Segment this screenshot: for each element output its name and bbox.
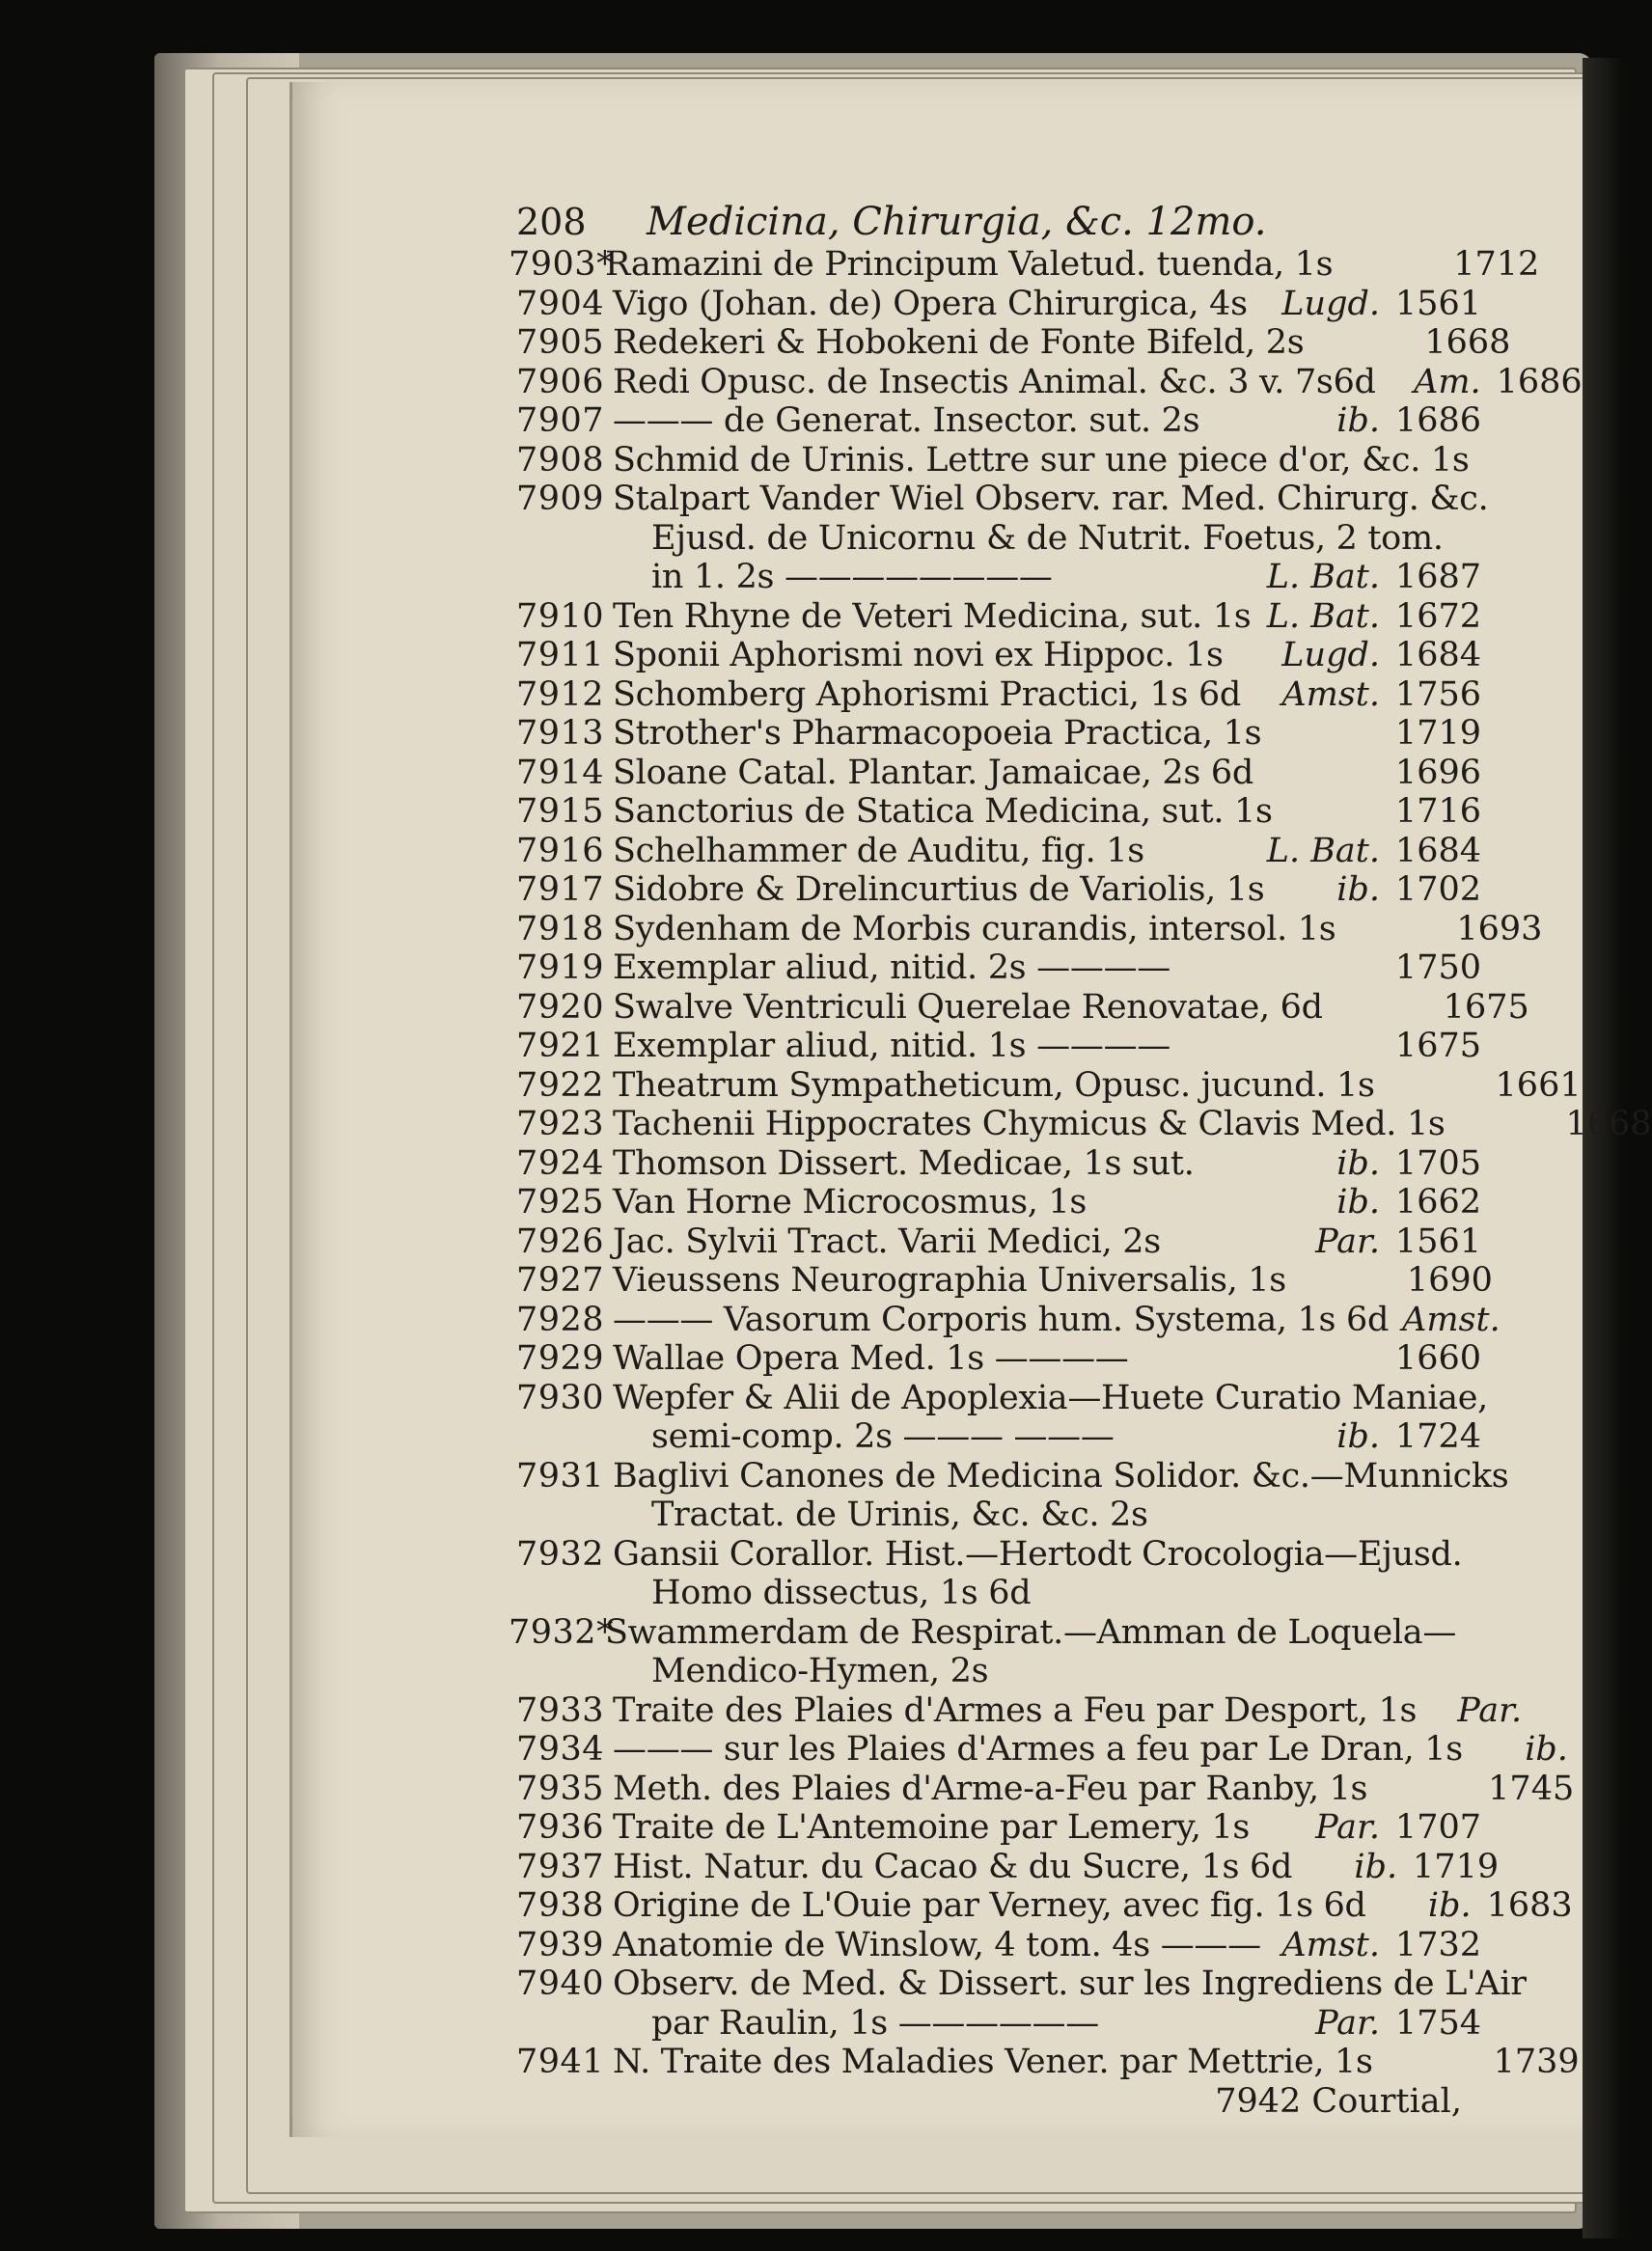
entry-place: Am. xyxy=(1414,362,1481,401)
entry-title: par Raulin, 1s —————— xyxy=(651,2003,1099,2043)
catalogue-entry xyxy=(516,1690,1523,1731)
lot-number: 7911 xyxy=(516,636,605,674)
catalogue-entry xyxy=(516,754,1481,793)
entry-place: L. Bat. xyxy=(1266,558,1380,596)
entry-title: Jac. Sylvii Tract. Varii Medici, 2s xyxy=(613,1222,1161,1261)
lot-number: 7914 xyxy=(516,753,605,792)
lot-number: 7908 xyxy=(516,440,605,480)
entry-title: Anatomie de Winslow, 4 tom. 4s ——— xyxy=(613,1925,1261,1964)
entry-title: Sponii Aphorismi novi ex Hippoc. 1s xyxy=(613,636,1224,674)
entry-year: 1696 xyxy=(1394,753,1481,792)
entry-title: Tachenii Hippocrates Chymicus & Clavis Med. 1s xyxy=(613,1105,1446,1143)
entry-title: Observ. de Med. & Dissert. sur les Ingrediens de L'Air xyxy=(613,1964,1527,2003)
entry-title: Redi Opusc. de Insectis Animal. &c. 3 v. 7s6d xyxy=(613,362,1376,401)
entry-year: 1754 xyxy=(1394,2003,1481,2043)
catalogue-entry xyxy=(516,597,1481,637)
entry-year: 1683 xyxy=(1486,1886,1573,1925)
catalogue-entry xyxy=(516,675,1481,715)
entry-place: Amst. xyxy=(1281,674,1380,714)
catalogue-entry xyxy=(516,480,1489,519)
catalogue-entry xyxy=(516,1105,1652,1144)
entry-title: Sydenham de Morbis curandis, intersol. 1s xyxy=(613,909,1336,948)
entry-place: ib. xyxy=(1336,1417,1380,1456)
catalogue-entry xyxy=(516,1847,1500,1887)
catalogue-entry xyxy=(516,1183,1481,1222)
catalogue-entry xyxy=(516,714,1481,754)
entry-title: Ten Rhyne de Veteri Medicina, sut. 1s xyxy=(613,596,1252,636)
entry-title: Traite des Plaies d'Armes a Feu par Desport, 1s xyxy=(613,1690,1418,1730)
catalogue-entry xyxy=(516,1926,1481,1965)
lot-number: 7936 xyxy=(516,1808,605,1847)
lot-number: 7928 xyxy=(516,1300,605,1339)
catalogue-entry xyxy=(516,1065,1582,1106)
entry-year: 1732 xyxy=(1394,1925,1481,1964)
lot-number: 7927 xyxy=(516,1261,605,1300)
lot-number: 7932* xyxy=(509,1612,615,1652)
lot-number: 7917 xyxy=(516,870,605,909)
entry-title: semi-comp. 2s ——— ——— xyxy=(651,1417,1115,1456)
entry-title: Ramazini de Principum Valetud. tuenda, 1s xyxy=(605,245,1334,284)
page-number: 208 xyxy=(516,201,587,243)
entry-title: Wepfer & Alii de Apoplexia—Huete Curatio Maniae, xyxy=(613,1378,1488,1417)
running-head xyxy=(516,200,1481,245)
catalogue-entry xyxy=(516,1300,1501,1340)
entry-year: 1719 xyxy=(1394,714,1481,753)
catalogue-entries xyxy=(509,245,1652,2082)
page-text xyxy=(509,200,1652,2121)
entry-year: 1693 xyxy=(1456,909,1543,948)
catalogue-entry xyxy=(516,1769,1575,1809)
entry-place: ib. xyxy=(1336,870,1380,909)
entry-continuation xyxy=(516,1417,1481,1457)
entry-title: Exemplar aliud, nitid. 1s ———— xyxy=(613,1027,1170,1065)
entry-year: 1716 xyxy=(1394,792,1481,831)
lot-number: 7905 xyxy=(516,323,605,362)
entry-place: Par. xyxy=(1315,1808,1380,1847)
entry-year: 1687 xyxy=(1394,558,1481,596)
lot-number: 7923 xyxy=(516,1105,605,1143)
entry-title: Thomson Dissert. Medicae, 1s sut. xyxy=(613,1143,1195,1183)
entry-title: Homo dissectus, 1s 6d xyxy=(651,1574,1032,1612)
entry-year: 1745 xyxy=(1488,1769,1575,1808)
lot-number: 7931 xyxy=(516,1456,605,1496)
entry-title: Schomberg Aphorismi Practici, 1s 6d xyxy=(613,674,1242,714)
entry-title: N. Traite des Maladies Vener. par Mettrie, 1s xyxy=(613,2043,1373,2081)
entry-continuation xyxy=(516,519,1481,559)
lot-number: 7922 xyxy=(516,1065,605,1105)
entry-year: 1661 xyxy=(1495,1065,1582,1105)
entry-year: 1690 xyxy=(1406,1261,1493,1300)
entry-title: Strother's Pharmacopoeia Practica, 1s xyxy=(613,714,1262,753)
entry-title: Traite de L'Antemoine par Lemery, 1s xyxy=(613,1808,1251,1847)
entry-year: 1702 xyxy=(1394,870,1481,909)
entry-title: Gansii Corallor. Hist.—Hertodt Crocologia—Ejusd. xyxy=(613,1534,1463,1574)
entry-continuation xyxy=(516,1574,1481,1613)
lot-number: 7933 xyxy=(516,1690,605,1730)
lot-number: 7934 xyxy=(516,1730,605,1769)
entry-title: Vigo (Johan. de) Opera Chirurgica, 4s xyxy=(613,284,1248,323)
entry-continuation xyxy=(516,1652,1481,1691)
catalogue-entry xyxy=(509,245,1540,285)
entry-place: Amst. xyxy=(1281,1925,1380,1964)
entry-place: L. Bat. xyxy=(1266,596,1380,636)
lot-number: 7926 xyxy=(516,1222,605,1261)
catalogue-entry xyxy=(516,792,1481,832)
catalogue-entry xyxy=(516,1222,1481,1262)
lot-number: 7920 xyxy=(516,987,605,1027)
lot-number: 7929 xyxy=(516,1339,605,1378)
entry-place: ib. xyxy=(1354,1847,1398,1886)
lot-number: 7932 xyxy=(516,1534,605,1574)
catalogue-entry xyxy=(509,1612,1481,1653)
entry-title: ——— Vasorum Corporis hum. Systema, 1s 6d xyxy=(613,1300,1390,1339)
catalogue-entry xyxy=(516,285,1481,324)
lot-number: 7913 xyxy=(516,714,605,753)
entry-year: 1750 xyxy=(1394,948,1481,987)
entry-place: Par. xyxy=(1315,1222,1380,1261)
entry-year: 1707 xyxy=(1394,1808,1481,1847)
entry-title: Schmid de Urinis. Lettre sur une piece d'or, &c. 1s xyxy=(613,440,1470,480)
running-title: Medicina, Chirurgia, &c. 12mo. xyxy=(647,200,1267,244)
entry-title: Exemplar aliud, nitid. 2s ———— xyxy=(613,948,1170,987)
entry-place: ib. xyxy=(1336,401,1380,440)
catalogue-entry xyxy=(516,987,1529,1028)
entry-title: Sloane Catal. Plantar. Jamaicae, 2s 6d xyxy=(613,753,1253,792)
catchword-text: 7942 Courtial, xyxy=(1215,2081,1462,2121)
catalogue-entry xyxy=(516,1535,1481,1575)
catalogue-entry xyxy=(516,1730,1568,1770)
catalogue-entry xyxy=(516,1378,1488,1418)
lot-number: 7937 xyxy=(516,1847,605,1886)
entry-title: Swammerdam de Respirat.—Amman de Loquela— xyxy=(605,1612,1457,1652)
catalogue-entry xyxy=(516,1027,1481,1066)
catalogue-entry xyxy=(516,441,1481,480)
entry-title: Wallae Opera Med. 1s ———— xyxy=(613,1339,1129,1378)
entry-place: ib. xyxy=(1336,1183,1380,1222)
entry-year: 1712 xyxy=(1453,245,1540,284)
lot-number: 7910 xyxy=(516,596,605,636)
entry-year: 1561 xyxy=(1394,284,1481,323)
entry-year: 1756 xyxy=(1394,674,1481,714)
entry-continuation xyxy=(516,1496,1481,1535)
catalogue-entry xyxy=(516,832,1481,871)
entry-year: 1675 xyxy=(1394,1027,1481,1065)
entry-place: Par. xyxy=(1315,2003,1380,2043)
entry-year: 1686 xyxy=(1496,362,1583,401)
entry-place: Amst. xyxy=(1402,1300,1501,1339)
lot-number: 7938 xyxy=(516,1886,605,1925)
lot-number: 7939 xyxy=(516,1925,605,1964)
entry-year: 1668 xyxy=(1565,1105,1652,1143)
entry-place: Lugd. xyxy=(1281,284,1380,323)
lot-number: 7918 xyxy=(516,909,605,948)
entry-title: Swalve Ventriculi Querelae Renovatae, 6d xyxy=(613,987,1323,1027)
entry-place: ib. xyxy=(1525,1730,1568,1769)
entry-place: L. Bat. xyxy=(1266,831,1380,870)
entry-place: ib. xyxy=(1427,1886,1472,1925)
entry-title: Schelhammer de Auditu, fig. 1s xyxy=(613,831,1144,870)
lot-number: 7930 xyxy=(516,1378,605,1417)
entry-title: Ejusd. de Unicornu & de Nutrit. Foetus, 2 tom. xyxy=(651,518,1444,558)
entry-title: in 1. 2s ———————— xyxy=(651,558,1053,596)
catalogue-entry xyxy=(516,1808,1481,1848)
entry-title: ——— de Generat. Insector. sut. 2s xyxy=(613,401,1200,440)
catalogue-entry xyxy=(516,1261,1493,1301)
entry-title: Baglivi Canones de Medicina Solidor. &c.—Munnicks xyxy=(613,1456,1509,1496)
entry-continuation xyxy=(516,2004,1481,2044)
catalogue-entry xyxy=(516,1456,1509,1496)
entry-year: 1684 xyxy=(1394,831,1481,870)
entry-place: Par. xyxy=(1457,1690,1523,1730)
entry-year: 1739 xyxy=(1493,2043,1580,2081)
entry-year: 1705 xyxy=(1394,1143,1481,1183)
entry-title: Tractat. de Urinis, &c. &c. 2s xyxy=(651,1496,1148,1534)
entry-title: Hist. Natur. du Cacao & du Sucre, 1s 6d xyxy=(613,1847,1293,1886)
entry-place: Lugd. xyxy=(1281,636,1380,674)
catalogue-entry xyxy=(516,1886,1573,1926)
catalogue-entry xyxy=(516,1964,1527,2004)
catalogue-entry xyxy=(516,401,1481,441)
entry-title: Sanctorius de Statica Medicina, sut. 1s xyxy=(613,792,1273,831)
catalogue-entry xyxy=(516,1339,1481,1379)
lot-number: 7935 xyxy=(516,1769,605,1808)
entry-year: 1561 xyxy=(1394,1222,1481,1261)
entry-title: Meth. des Plaies d'Arme-a-Feu par Ranby, 1s xyxy=(613,1769,1368,1808)
entry-title: Vieussens Neurographia Universalis, 1s xyxy=(613,1261,1286,1300)
entry-year: 1672 xyxy=(1394,596,1481,636)
entry-title: Origine de L'Ouie par Verney, avec fig. 1s 6d xyxy=(613,1886,1366,1925)
entry-year: 1675 xyxy=(1443,987,1529,1027)
entry-title: Theatrum Sympatheticum, Opusc. jucund. 1s xyxy=(613,1065,1375,1105)
lot-number: 7903* xyxy=(509,245,615,284)
lot-number: 7925 xyxy=(516,1183,605,1222)
entry-title: Van Horne Microcosmus, 1s xyxy=(613,1183,1088,1222)
entry-title: Mendico-Hymen, 2s xyxy=(651,1652,989,1690)
entry-year: 1684 xyxy=(1394,636,1481,674)
entry-title: Stalpart Vander Wiel Observ. rar. Med. Chirurg. &c. xyxy=(613,480,1489,518)
catalogue-entry xyxy=(516,909,1543,949)
catalogue-entry xyxy=(516,870,1481,910)
entry-year: 1668 xyxy=(1424,323,1511,362)
lot-number: 7916 xyxy=(516,831,605,870)
lot-number: 7924 xyxy=(516,1143,605,1183)
lot-number: 7940 xyxy=(516,1964,605,2003)
catalogue-entry xyxy=(516,636,1481,675)
lot-number: 7921 xyxy=(516,1027,605,1065)
lot-number: 7906 xyxy=(516,362,605,401)
lot-number: 7909 xyxy=(516,480,605,518)
entry-year: 1662 xyxy=(1394,1183,1481,1222)
lot-number: 7915 xyxy=(516,792,605,831)
scan-background xyxy=(1583,58,1624,2238)
catalogue-entry xyxy=(516,2043,1580,2082)
lot-number: 7907 xyxy=(516,401,605,440)
entry-year: 1724 xyxy=(1394,1417,1481,1456)
entry-place: ib. xyxy=(1336,1143,1380,1183)
entry-continuation xyxy=(516,558,1481,597)
lot-number: 7912 xyxy=(516,674,605,714)
entry-title: Redekeri & Hobokeni de Fonte Bifeld, 2s xyxy=(613,323,1305,362)
catalogue-entry xyxy=(516,948,1481,988)
entry-title: ——— sur les Plaies d'Armes a feu par Le Dran, 1s xyxy=(613,1730,1463,1769)
lot-number: 7904 xyxy=(516,284,605,323)
entry-title: Sidobre & Drelincurtius de Variolis, 1s xyxy=(613,870,1265,909)
lot-number: 7919 xyxy=(516,948,605,987)
lot-number: 7941 xyxy=(516,2043,605,2081)
entry-year: 1686 xyxy=(1394,401,1481,440)
catalogue-entry xyxy=(516,1144,1481,1184)
entry-year: 1719 xyxy=(1413,1847,1500,1886)
entry-year: 1660 xyxy=(1394,1339,1481,1378)
catalogue-entry xyxy=(516,362,1583,402)
catalogue-entry xyxy=(516,323,1511,363)
catchword xyxy=(516,2082,1481,2122)
